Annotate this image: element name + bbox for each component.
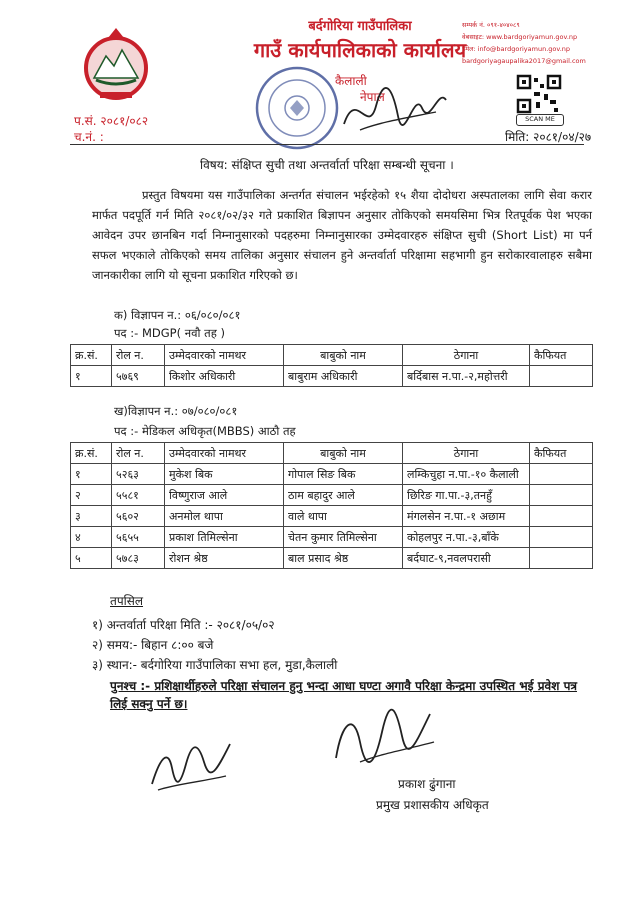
candidate-cell: किशोर अधिकारी bbox=[165, 366, 284, 387]
column-header: उम्मेदवारको नामथर bbox=[165, 443, 284, 464]
remarks-cell bbox=[530, 527, 593, 548]
nepal-emblem-icon bbox=[80, 26, 152, 106]
header-signature-icon bbox=[340, 78, 450, 138]
address-cell: मंगलसेन न.पा.-१ अछाम bbox=[403, 506, 530, 527]
column-header: रोल न. bbox=[112, 443, 165, 464]
column-header: क्र.सं. bbox=[71, 443, 112, 464]
left-signature-icon bbox=[146, 728, 236, 794]
section2-table bbox=[70, 442, 593, 569]
column-header: रोल न. bbox=[112, 345, 165, 366]
roll-cell: ५२६३ bbox=[112, 464, 165, 485]
remarks-cell bbox=[530, 506, 593, 527]
address-cell: बर्दिबास न.पा.-२,महोत्तरी bbox=[403, 366, 530, 387]
table-header-row bbox=[71, 443, 593, 464]
location-label: कैलाली bbox=[335, 74, 367, 88]
address-cell: बर्दघाट-९,नवलपरासी bbox=[403, 548, 530, 569]
officer-signature-icon bbox=[330, 702, 440, 774]
column-header: उम्मेदवारको नामथर bbox=[165, 345, 284, 366]
column-header: ठेगाना bbox=[403, 443, 530, 464]
note-item-venue: ३) स्थान:- बर्दगोरिया गाउँपालिका सभा हल, मुडा,कैलाली bbox=[92, 658, 338, 672]
body-text: प्रस्तुत विषयमा यस गाउँपालिका अन्तर्गत संचालन भईरहेको १५ शैया दोदोधरा अस्पतालका लागि सेवा करार मार्फत पदपूर्ति गर्न मिति २०८१/०२/३२ गते प्रकाशित बिज्ञापन अनुसार तोकिएको समयसिमा भित्र रितपूर्वक पेश भएका आवेदन उपर छानबिन गर्दा निम्नानुसारको पदहरुमा निम्नानुसारका उम्मेदवारहरु संक्षिप्त सुची (Short List) मा पर्न सफल भएकाले तोकिएको समय तालिका अनुसार संचालन हुने अन्तर्वार्ता परिक्षामा सहभागी हुन सरोकारवालाहरु सबैमा जानकारीका लागि यो सूचना प्रकाशित गरिएको छ। bbox=[92, 188, 592, 282]
column-header: कैफियत bbox=[530, 443, 593, 464]
section1-post: पद :- MDGP( नवौ तह ) bbox=[114, 326, 225, 340]
postscript-note: पुनश्च :- प्रशिक्षार्थीहरुले परिक्षा संचालन हुनु भन्दा आधा घण्टा अगावै परिक्षा केन्द्रमा उपस्थित भई प्रवेश पत्र लिई सक्नु पर्ने छ। bbox=[110, 679, 578, 711]
subject-line: विषय: संक्षिप्त सुची तथा अन्तर्वार्ता परिक्षा सम्बन्धी सूचना । bbox=[200, 158, 454, 172]
reference-dispatch-no: च.नं. : bbox=[74, 130, 104, 144]
father-cell: गोपाल सिङ बिक bbox=[284, 464, 403, 485]
remarks-cell bbox=[530, 485, 593, 506]
serial-cell: ३ bbox=[71, 506, 112, 527]
column-header: बाबुको नाम bbox=[284, 345, 403, 366]
municipality-name: बर्दगोरिया गाउँपालिका bbox=[308, 19, 412, 34]
candidate-cell: विष्णुराज आले bbox=[165, 485, 284, 506]
father-cell: वाले थापा bbox=[284, 506, 403, 527]
serial-cell: २ bbox=[71, 485, 112, 506]
roll-cell: ५७८३ bbox=[112, 548, 165, 569]
note-item-date: १) अन्तर्वार्ता परिक्षा मिति :- २०८१/०५/०२ bbox=[92, 618, 275, 632]
address-cell: छिरिङ गा.पा.-३,तनहुँ bbox=[403, 485, 530, 506]
remarks-cell bbox=[530, 366, 593, 387]
contact-phone: सम्पर्क नं. ०९१-४०४०८९ bbox=[462, 21, 520, 29]
roll-cell: ५६५५ bbox=[112, 527, 165, 548]
father-cell: बाल प्रसाद श्रेष्ठ bbox=[284, 548, 403, 569]
candidate-cell: अनमोल थापा bbox=[165, 506, 284, 527]
letter-date: मिति: २०८१/०४/२७ bbox=[505, 130, 592, 144]
qr-code-icon bbox=[516, 74, 562, 114]
serial-cell: ४ bbox=[71, 527, 112, 548]
country-label: नेपाल bbox=[360, 90, 385, 104]
contact-gmail: bardgoriyagaupalika2017@gmail.com bbox=[462, 57, 586, 65]
contact-email: इमेल: info@bardgoriyamun.gov.np bbox=[462, 45, 571, 53]
father-cell: ठाम बहादुर आले bbox=[284, 485, 403, 506]
table-row bbox=[71, 506, 593, 527]
signatory-designation: प्रमुख प्रशासकीय अधिकृत bbox=[376, 798, 489, 812]
header-divider bbox=[70, 144, 584, 145]
serial-cell: ५ bbox=[71, 548, 112, 569]
contact-website: वेबसाइट: www.bardgoriyamun.gov.np bbox=[462, 33, 578, 41]
table-row bbox=[71, 464, 593, 485]
serial-cell: १ bbox=[71, 366, 112, 387]
office-seal-icon bbox=[252, 62, 342, 154]
table-row bbox=[71, 366, 593, 387]
roll-cell: ५५८१ bbox=[112, 485, 165, 506]
section2-ad-number: ख)विज्ञापन न.: ०७/०८०/०८१ bbox=[114, 404, 238, 418]
column-header: कैफियत bbox=[530, 345, 593, 366]
address-cell: कोहलपुर न.पा.-३,बाँके bbox=[403, 527, 530, 548]
serial-cell: १ bbox=[71, 464, 112, 485]
candidate-cell: रोशन श्रेष्ठ bbox=[165, 548, 284, 569]
reference-fiscal-year: प.सं. २०८१/०८२ bbox=[74, 114, 149, 128]
table-row bbox=[71, 485, 593, 506]
table-header-row bbox=[71, 345, 593, 366]
body-paragraph bbox=[92, 185, 592, 285]
father-cell: चेतन कुमार तिमिल्सेना bbox=[284, 527, 403, 548]
section1-table bbox=[70, 344, 593, 387]
column-header: ठेगाना bbox=[403, 345, 530, 366]
notes-heading: तपसिल bbox=[110, 594, 144, 608]
section1-ad-number: क) विज्ञापन न.: ०६/०८०/०८१ bbox=[114, 308, 241, 322]
section2-post: पद :- मेडिकल अधिकृत(MBBS) आठौ तह bbox=[114, 424, 296, 438]
scan-me-label: SCAN ME bbox=[516, 114, 564, 126]
office-title: गाउँ कार्यपालिकाको कार्यालय bbox=[253, 38, 467, 62]
column-header: बाबुको नाम bbox=[284, 443, 403, 464]
roll-cell: ५७६९ bbox=[112, 366, 165, 387]
remarks-cell bbox=[530, 548, 593, 569]
signatory-name: प्रकाश ढुंगाना bbox=[398, 777, 456, 791]
candidate-cell: प्रकाश तिमिल्सेना bbox=[165, 527, 284, 548]
roll-cell: ५६०२ bbox=[112, 506, 165, 527]
table-row bbox=[71, 548, 593, 569]
remarks-cell bbox=[530, 464, 593, 485]
father-cell: बाबुराम अधिकारी bbox=[284, 366, 403, 387]
table-row bbox=[71, 527, 593, 548]
address-cell: लम्किचुहा न.पा.-१० कैलाली bbox=[403, 464, 530, 485]
column-header: क्र.सं. bbox=[71, 345, 112, 366]
candidate-cell: मुकेश बिक bbox=[165, 464, 284, 485]
note-item-time: २) समय:- बिहान ८:०० बजे bbox=[92, 638, 214, 652]
